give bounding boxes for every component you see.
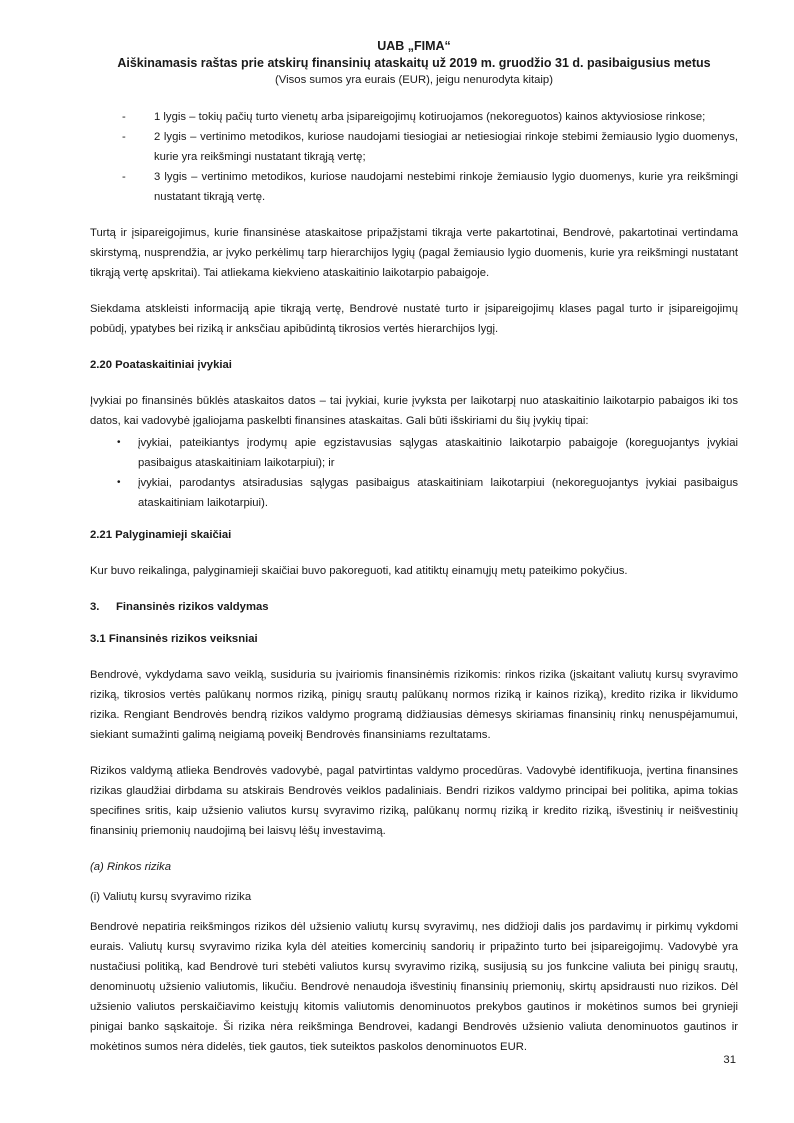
list-item-text: 1 lygis – tokių pačių turto vienetų arba įsipareigojimų kotiruojamos (nekoreguotos) kainos aktyviosiose rinkose; xyxy=(154,111,706,123)
paragraph-fair-value-transfers: Turtą ir įsipareigojimus, kurie finansinėse ataskaitose pripažįstami tikrąja verte pakartotinai, Bendrovė, pakartotinai vertindama skirstymą, nusprendžia, ar įvyko perkėlimų tarp hierarchijos lygių (pagal žemiausio lygio duomenis, kurie yra reikšmingi nustatant tikrąją vertę apskritai). Tai atliekama kiekvieno ataskaitinio laikotarpio pabaigoje. xyxy=(90,227,738,279)
document-title: Aiškinamasis raštas prie atskirų finansinių ataskaitų už 2019 m. gruodžio 31 d. pasibaigusius metus xyxy=(117,56,711,70)
list-item-text: 3 lygis – vertinimo metodikos, kuriose naudojami nestebimi rinkoje žemiausio lygio duomenys, kurie yra reikšmingi nustatant tikrąją vertę. xyxy=(154,171,738,203)
list-item xyxy=(90,433,738,473)
paragraph-comparative-figures: Kur buvo reikalinga, palyginamieji skaičiai buvo pakoreguoti, kad atitiktų einamųjų metų pateikimo pokyčius. xyxy=(90,565,628,577)
list-item xyxy=(90,473,738,513)
bullet-marker: • xyxy=(117,477,121,488)
heading-comparative-figures: 2.21 Palyginamieji skaičiai xyxy=(90,529,232,541)
heading-financial-risk-management xyxy=(90,597,738,617)
heading-subsequent-events: 2.20 Poataskaitiniai įvykiai xyxy=(90,359,232,371)
list-item xyxy=(90,107,738,127)
list-item-text: įvykiai, parodantys atsiradusias sąlygas pasibaigus ataskaitiniam laikotarpiui (nekoreguojantys įvykiai pasibaigus ataskaitiniam laikotarpiui). xyxy=(138,477,738,509)
paragraph-currency-risk: Bendrovė nepatiria reikšmingos rizikos dėl užsienio valiutų kursų svyravimų, nes didžioji dalis jos pardavimų ir pirkimų vykdomi eurais. Valiutų kursų svyravimo rizika kyla dėl ateities komercinių sandorių ir pripažinto turto bei įsipareigojimų. Vadovybė yra nustačiusi politiką, kad Bendrovė turi stebėti valiutos kursų svyravimo riziką, susijusią su jos funkcine valiuta bei pinigų srautų, denominuotų užsienio valiutomis, likučiu. Bendrovė nenaudoja išvestinių finansinių priemonių, skirtų apsidrausti nuo rizikos. Dėl užsienio valiutos perskaičiavimo keistųjų kitomis valiutomis denominuotos prekybos gautinos ir mokėtinos sumos bei grynieji pinigai banko sąskaitoje. Ši rizika nėra reikšminga Bendrovei, kadangi Bendrovės užsienio valiuta denominuotos gautinos ir mokėtinos sumos nėra didelės, tiek gautos, tiek suteiktos paskolos denominuotos EUR. xyxy=(90,921,738,1053)
dash-marker: - xyxy=(122,131,126,143)
currency-note: (Visos sumos yra eurais (EUR), jeigu nenurodyta kitaip) xyxy=(275,74,553,86)
paragraph-subsequent-events: Įvykiai po finansinės būklės ataskaitos datos – tai įvykiai, kurie įvyksta per laikotarpį nuo ataskaitinio laikotarpio pabaigos iki tos datos, kai vadovybė įgaliojama paskelbti finansines ataskaitas. Gali būti išskiriami du šių įvykių tipai: xyxy=(90,395,738,427)
section-number: 3. xyxy=(90,601,100,613)
paragraph-fair-value-classes: Siekdama atskleisti informaciją apie tikrąją vertę, Bendrovė nustatė turto ir įsipareigojimų klases pagal turto ir įsipareigojimų pobūdį, ypatybes bei riziką ir anksčiau apibūdintą tikrosios vertės hierarchijos lygį. xyxy=(90,303,738,335)
fair-value-levels-list xyxy=(90,107,738,207)
paragraph-risk-management: Rizikos valdymą atlieka Bendrovės vadovybė, pagal patvirtintas valdymo procedūras. Vadovybė identifikuoja, įvertina finansines rizikas glaudžiai dirbdama su atskirais Bendrovės veiklos padaliniais. Bendri rizikos valdymo principai bei politika, apima tokias specifines sritis, kaip užsienio valiutos kursų svyravimo riziką, palūkanų normų riziką ir kredito riziką, išvestinių ir neišvestinių finansinių priemonių naudojimą bei laisvų lėšų investavimą. xyxy=(90,765,738,837)
list-item-text: įvykiai, pateikiantys įrodymų apie egzistavusias sąlygas ataskaitinio laikotarpio pabaigoje (koreguojantys įvykiai pasibaigus ataskaitiniam laikotarpiui); ir xyxy=(138,437,738,469)
section-title: Finansinės rizikos valdymas xyxy=(116,601,269,613)
dash-marker: - xyxy=(122,111,126,123)
list-item-text: 2 lygis – vertinimo metodikos, kuriose naudojami tiesiogiai ar netiesiogiai rinkoje stebimi žemiausio lygio duomenys, kurie yra reikšmingi nustatant tikrąją vertę; xyxy=(154,131,738,163)
heading-financial-risk-factors: 3.1 Finansinės rizikos veiksniai xyxy=(90,633,258,645)
bullet-marker: • xyxy=(117,437,121,448)
document-header xyxy=(90,38,738,89)
list-item xyxy=(90,167,738,207)
dash-marker: - xyxy=(122,171,126,183)
heading-market-risk: (a) Rinkos rizika xyxy=(90,861,171,873)
heading-currency-risk: (i) Valiutų kursų svyravimo rizika xyxy=(90,891,252,903)
document-page xyxy=(90,38,738,1073)
event-types-list xyxy=(90,433,738,513)
list-item xyxy=(90,127,738,167)
company-name: UAB „FIMA“ xyxy=(377,39,451,53)
page-number: 31 xyxy=(723,1054,736,1066)
paragraph-risk-types: Bendrovė, vykdydama savo veiklą, susiduria su įvairiomis finansinėmis rizikomis: rinkos rizika (įskaitant valiutų kursų svyravimo riziką, tikrosios vertės palūkanų normos riziką, pinigų srautų palūkanų normos riziką ir kainos riziką), kredito rizika ir likvidumo rizika. Rengiant Bendrovės bendrą rizikos valdymo programą didžiausias dėmesys skiriamas finansinių rinkų nenuspėjamumui, siekiant sumažinti galimą neigiamą poveikį Bendrovės finansiniams rezultatams. xyxy=(90,669,738,741)
